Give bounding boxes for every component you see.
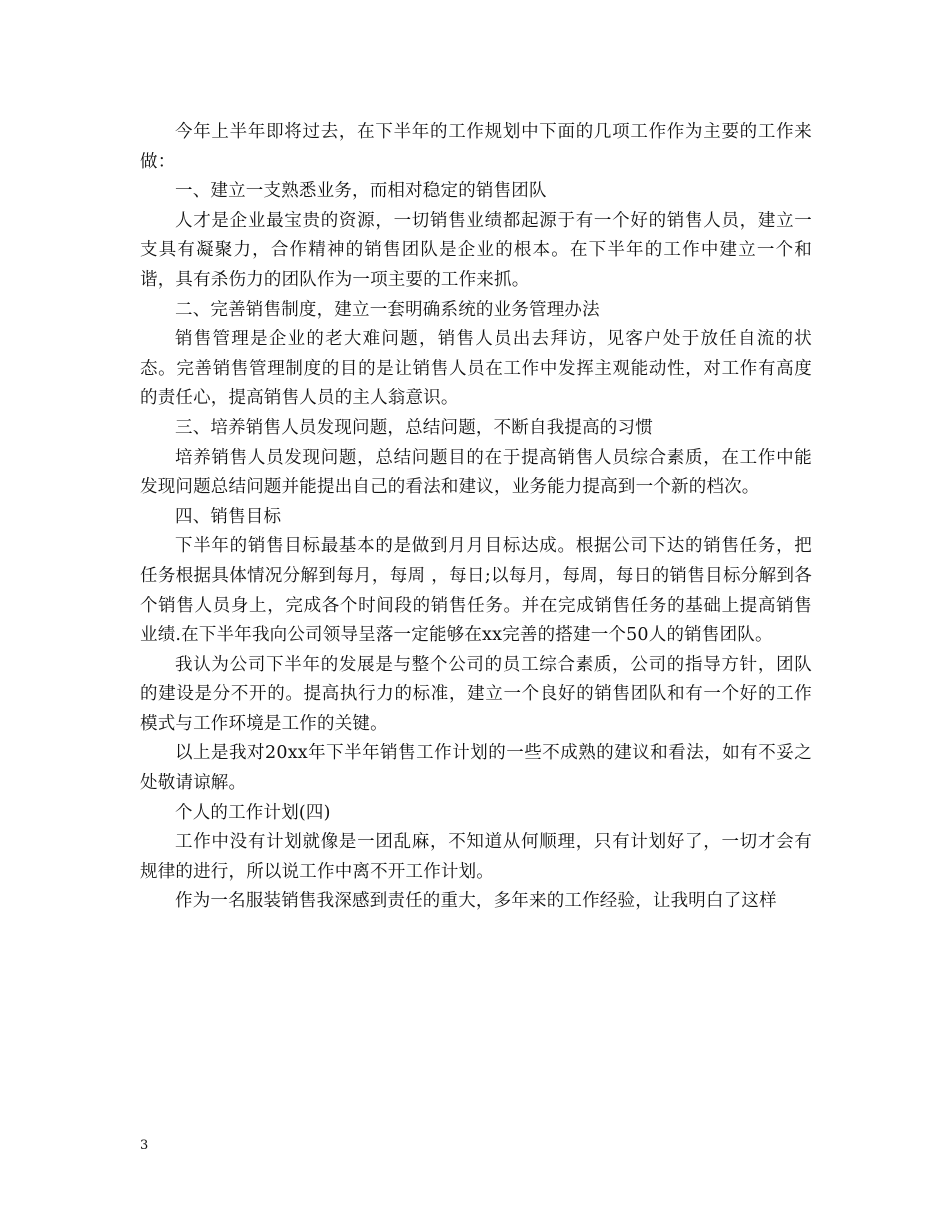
section-heading-4: 四、销售目标 bbox=[175, 506, 282, 527]
body-paragraph: 我认为公司下半年的发展是与整个公司的员工综合素质，公司的指导方针，团队的建设是分不开的。提高执行力的标准，建立一个良好的销售团队和有一个好的工作模式与工作环境是工作的关键。 bbox=[140, 654, 812, 734]
body-paragraph: 培养销售人员发现问题，总结问题目的在于提高销售人员综合素质，在工作中能发现问题总结问题并能提出自己的看法和建议，业务能力提高到一个新的档次。 bbox=[140, 447, 812, 498]
body-paragraph: 销售管理是企业的老大难问题，销售人员出去拜访，见客户处于放任自流的状态。完善销售管理制度的目的是让销售人员在工作中发挥主观能动性，对工作有高度的责任心，提高销售人员的主人翁意识。 bbox=[140, 329, 812, 409]
section-heading-1: 一、建立一支熟悉业务，而相对稳定的销售团队 bbox=[175, 181, 547, 202]
section-heading-2: 二、完善销售制度，建立一套明确系统的业务管理办法 bbox=[175, 299, 600, 320]
intro-paragraph: 今年上半年即将过去，在下半年的工作规划中下面的几项工作作为主要的工作来做： bbox=[140, 122, 812, 172]
document-body bbox=[140, 118, 812, 917]
body-paragraph: 以上是我对20xx年下半年销售工作计划的一些不成熟的建议和看法，如有不妥之处敬请谅解。 bbox=[140, 743, 812, 794]
body-paragraph: 下半年的销售目标最基本的是做到月月目标达成。根据公司下达的销售任务，把任务根据具体情况分解到每月，每周 ，每日;以每月，每周，每日的销售目标分解到各个销售人员身上，完成各个时间段的销售任务。并在完成销售任务的基础上提高销售业绩.在下半年我向公司领导呈落一定能够在xx完善的搭建一个50人的销售团队。 bbox=[140, 536, 812, 646]
body-paragraph: 工作中没有计划就像是一团乱麻，不知道从何顺理，只有计划好了，一切才会有规律的进行，所以说工作中离不开工作计划。 bbox=[140, 832, 812, 882]
section-heading-plan-4: 个人的工作计划(四) bbox=[175, 802, 331, 823]
body-paragraph: 作为一名服装销售我深感到责任的重大，多年来的工作经验，让我明白了这样 bbox=[175, 891, 777, 912]
section-heading-3: 三、培养销售人员发现问题，总结问题，不断自我提高的习惯 bbox=[175, 417, 653, 438]
body-paragraph: 人才是企业最宝贵的资源，一切销售业绩都起源于有一个好的销售人员，建立一支具有凝聚力，合作精神的销售团队是企业的根本。在下半年的工作中建立一个和谐，具有杀伤力的团队作为一项主要的工作来抓。 bbox=[140, 210, 812, 290]
page-number: 3 bbox=[140, 1138, 149, 1153]
